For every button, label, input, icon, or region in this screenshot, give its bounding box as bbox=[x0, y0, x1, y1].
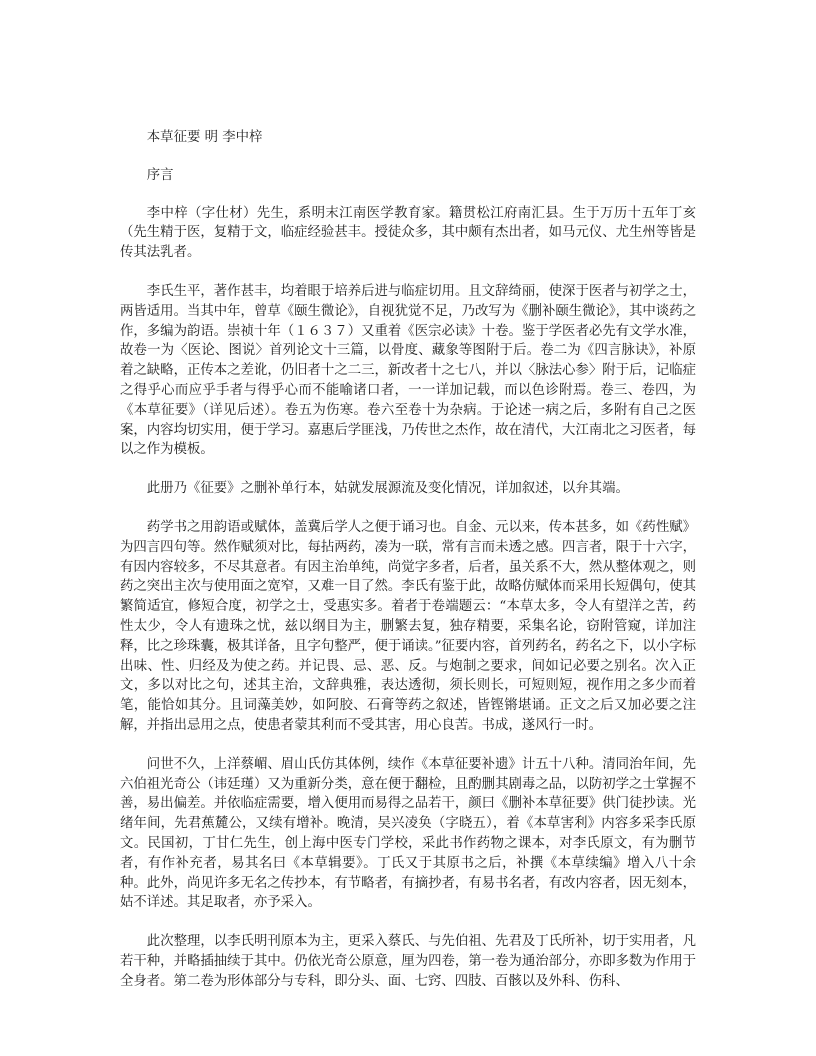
paragraph-1: 李中梓（字仕材）先生，系明末江南医学教育家。籍贯松江府南汇县。生于万历十五年丁亥（先生精于医，复精于文，临症经验甚丰。授徒众多，其中颇有杰出者，如马元仪、尤生州等皆是传其法乳者。 bbox=[120, 205, 696, 261]
document-page bbox=[120, 128, 696, 991]
paragraph-5: 问世不久，上洋蔡嵋、眉山氏仿其体例，续作《本草征要补遗》计五十八种。清同治年间，先六伯祖光奇公（讳廷瑾）又为重新分类，意在便于翻检，且酌删其剧毒之品，以防初学之士掌握不善，易出偏差。并依临症需要，增入便用而易得之品若干，颜曰《删补本草征要》供门徒抄读。光绪年间，先君蕉麓公，又续有增补。晚清，吴兴凌奂（字晓五），着《本草害利》内容多采李氏原文。民国初，丁甘仁先生，创上海中医专门学校，采此书作药物之课本，对李氏原文，有为删节者，有作补充者，易其名曰《本草辑要》。丁氏又于其原书之后，补撰《本草续编》增入八十余种。此外，尚见许多无名之传抄本，有节略者，有摘抄者，有易书名者，有改内容者，因无刻本，姑不详述。其足取者，亦予采入。 bbox=[120, 756, 696, 911]
section-heading: 序言 bbox=[146, 167, 174, 183]
paragraph-6: 此次整理，以李氏明刊原本为主，更采入蔡氏、与先伯祖、先君及丁氏所补，切于实用者，凡若干种，并略插抽续于其中。仍依光奇公原意，厘为四卷，第一卷为通治部分，亦即多数为作用于全身者。第二卷为形体部分与专科，即分头、面、七窍、四肢、百骸以及外科、伤科、 bbox=[120, 934, 696, 989]
paragraph-4: 药学书之用韵语或赋体，盖冀后学人之便于诵习也。自金、元以来，传本甚多，如《药性赋》为四言四句等。然作赋须对比，每拈两药，凑为一联，常有言而未透之感。四言者，限于十六字，有因内容较多，不尽其意者。有因主治单纯，尚觉字多者，后者，虽关系不大，然从整体观之，则药之突出主次与使用面之宽窄，又难一目了然。李氏有鉴于此，故略仿赋体而采用长短偶句，使其繁简适宜，修短合度，初学之士，受惠实多。着者于卷端题云：“本草太多，令人有望洋之苦，药性太少，令人有遗珠之忧，兹以纲目为主，删繁去复，独存精要，采集名论，窃附管窥，详加注释，比之珍珠囊，极其详备，且字句整严，便于诵读。”征要内容，首列药名，药名之下，以小字标出味、性、归经及为使之药。并记畏、忌、恶、反。与炮制之要求，间如记必要之别名。次入正文，多以对比之句，述其主治，文辞典雅，表达透彻，须长则长，可短则短，视作用之多少而着笔，能恰如其分。且词藻美妙，如阿胶、石膏等药之叙述，皆铿锵堪诵。正文之后又加必要之注解，并指出忌用之点，使患者蒙其利而不受其害，用心良苦。书成，遂风行一时。 bbox=[120, 519, 696, 733]
paragraph-2: 李氏生平，著作甚丰，均着眼于培养后进与临症切用。且文辞绮丽，使深于医者与初学之士，两皆适用。当其中年，曾草《颐生微论》，自视犹觉不足，乃改写为《删补颐生微论》，其中谈药之作，多编为韵语。崇祯十年（１６３７）又重着《医宗必读》十卷。鉴于学医者必先有文学水准，故卷一为〈医论、图说〉首列论文十三篇，以骨度、藏象等图附于后。卷二为《四言脉诀》，补原着之缺略，正传本之差讹，仍旧者十之二三，新改者十之七八，并以〈脉法心参〉附于后，记临症之得乎心而应乎手者与得乎心而不能喻诸口者，一一详加记载，而以色诊附焉。卷三、卷四，为《本草征要》（详见后述）。卷五为伤寒。卷六至卷十为杂病。于论述一病之后，多附有自己之医案，内容均切实用，便于学习。嘉惠后学匪浅，乃传世之杰作，故在清代，大江南北之习医者，每以之作为模板。 bbox=[120, 283, 696, 458]
document-title: 本草征要 明 李中梓 bbox=[146, 130, 263, 145]
paragraph-3: 此册乃《征要》之删补单行本，姑就发展源流及变化情况，详加叙述，以弁其端。 bbox=[146, 481, 629, 497]
